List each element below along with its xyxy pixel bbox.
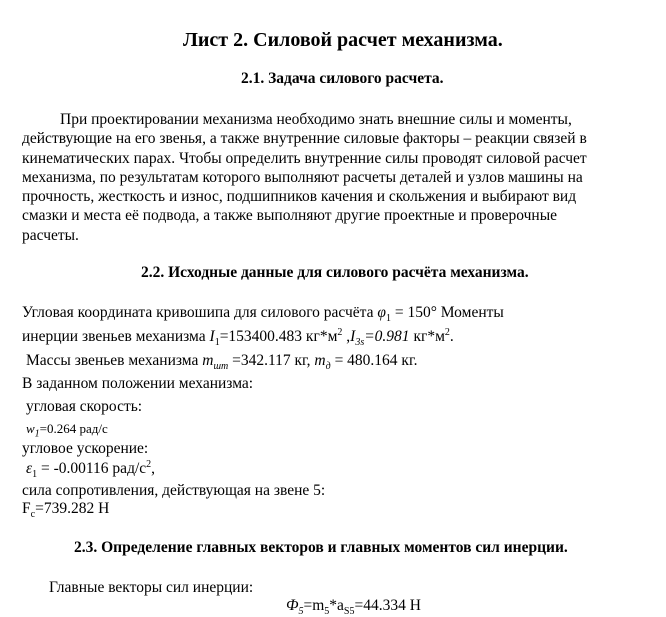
section-3-title: 2.3. Определение главных векторов и главных моментов сил инерции. xyxy=(74,539,568,556)
inertia-label: инерции звеньев механизма xyxy=(22,328,206,345)
m-shatun-symbol: m xyxy=(202,352,214,369)
m-d-value: = 480.164 кг. xyxy=(330,352,418,369)
inertia-vectors-label: Главные векторы сил инерции: xyxy=(49,579,254,596)
Phi-symbol: Ф xyxy=(286,597,299,614)
m-d-symbol: m xyxy=(314,352,326,369)
w-value: =0.264 рад/с xyxy=(39,421,108,436)
phi5-formula xyxy=(286,597,421,615)
I3s-subscript-text: 3s xyxy=(355,337,365,349)
Phi-subscript-text: 5 xyxy=(298,606,304,617)
I3s-separator: , xyxy=(342,328,351,345)
paragraph-line: прочность, жесткость и износ, подшипников качения и скольжения и выбирают вид xyxy=(22,188,577,206)
crank-angle-line xyxy=(22,304,504,325)
eps-superscript: 2 xyxy=(146,458,152,470)
eps-value: = -0.00116 рад/с xyxy=(37,460,147,477)
section-1-title: 2.1. Задача силового расчета. xyxy=(241,70,444,87)
angular-speed-value-line xyxy=(26,421,108,440)
F-symbol: F xyxy=(22,500,31,517)
F-subscript: c xyxy=(30,509,36,521)
I1-superscript: 2 xyxy=(337,326,343,338)
Phi-eq: =m xyxy=(303,597,325,614)
angular-speed-label: угловая скорость: xyxy=(26,398,143,415)
paragraph-line: расчеты. xyxy=(22,226,79,244)
I3s-end: . xyxy=(449,328,454,345)
angular-accel-value-line xyxy=(26,458,156,481)
m-shatun-subscript-text: шт xyxy=(213,361,229,373)
section-1-paragraph xyxy=(22,110,647,245)
I3s-superscript: 2 xyxy=(444,326,450,338)
paragraph-line: механизма, по результатам которого выполняют расчеты деталей и узлов машины на xyxy=(22,168,583,186)
I1-symbol: I xyxy=(209,328,215,345)
inertia-moments-line xyxy=(22,326,454,349)
m-shatun-subscript xyxy=(213,361,228,372)
Phi-a-subscript: S5 xyxy=(343,606,355,617)
masses-label: Массы звеньев механизма xyxy=(26,352,199,369)
section-2-title: 2.2. Исходные данные для силового расчёта механизма. xyxy=(141,264,529,281)
phi-value: = 150° Моменты xyxy=(390,304,504,321)
sheet-title: Лист 2. Силовой расчет механизма. xyxy=(183,29,503,51)
eps-end: , xyxy=(151,460,156,477)
m-d-subscript-text: д xyxy=(325,361,331,373)
resistance-value-line xyxy=(22,500,110,521)
paragraph-line: кинематических парах. Чтобы определить внутренние силы проводят силовой расчет xyxy=(22,149,587,167)
w-subscript-text: 1 xyxy=(34,428,40,440)
I3s-symbol: I xyxy=(350,328,356,345)
eps-symbol: ε xyxy=(26,460,33,477)
Phi-value: =44.334 Н xyxy=(354,597,421,614)
paragraph-line: действующие на его звенья, а также внутренние силовые факторы – реакции связей в xyxy=(22,130,587,148)
w-symbol: w xyxy=(26,421,35,436)
I3s-subscript xyxy=(355,337,364,348)
Phi-mul: *a xyxy=(329,597,344,614)
position-label: В заданном положении механизма: xyxy=(22,375,254,392)
I1-subscript: 1 xyxy=(214,337,220,349)
phi-subscript: 1 xyxy=(385,313,391,325)
crank-angle-label: Угловая координата кривошипа для силового расчёта xyxy=(22,304,374,321)
masses-line xyxy=(26,352,418,373)
F-value: =739.282 Н xyxy=(35,500,110,517)
I3s-unit: кг*м xyxy=(409,328,445,345)
m-shatun-value: =342.117 кг, xyxy=(228,352,311,369)
paragraph-line: смазки и места её подвода, а также выполняют другие проектные и проверочные xyxy=(22,207,557,225)
I3s-value: =0.981 xyxy=(364,328,410,345)
resistance-label: сила сопротивления, действующая на звене 5: xyxy=(22,482,326,499)
phi-symbol: φ xyxy=(377,304,386,321)
eps-subscript: 1 xyxy=(32,469,38,481)
Phi-m-subscript: 5 xyxy=(324,606,330,617)
paragraph-line: При проектировании механизма необходимо знать внешние силы и моменты, xyxy=(60,111,572,128)
I1-value: =153400.483 кг*м xyxy=(219,328,338,345)
angular-accel-label: угловое ускорение: xyxy=(22,440,149,457)
